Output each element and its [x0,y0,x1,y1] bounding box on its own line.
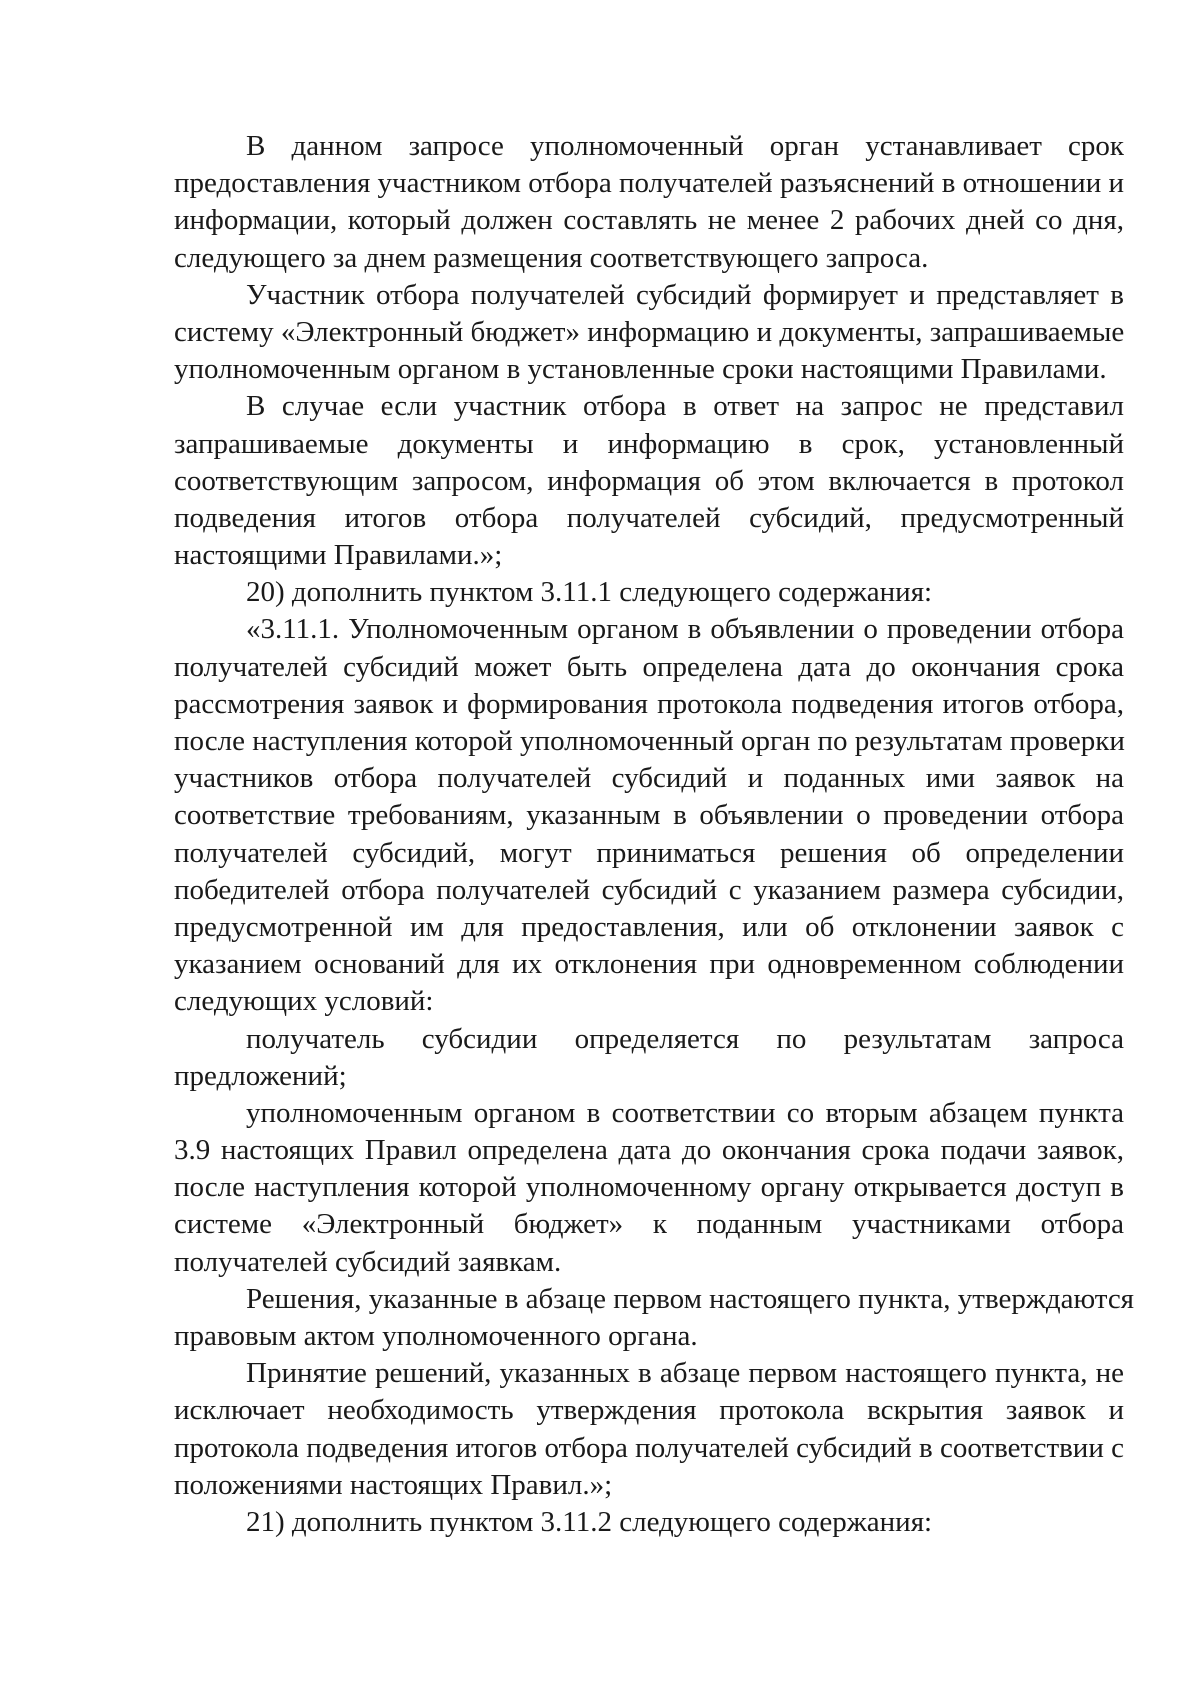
document-line: получатель субсидии определяется по результатам запроса [246,1022,1124,1055]
document-line: рассмотрения заявок и формирования протокола подведения итогов отбора, [174,687,1124,720]
document-line: уполномоченным органом в установленные сроки настоящими Правилами. [174,353,1107,386]
document-line: 21) дополнить пунктом 3.11.2 следующего содержания: [246,1505,933,1538]
document-line: положениями настоящих Правил.»; [174,1468,613,1501]
document-line: участников отбора получателей субсидий и поданных ими заявок на [174,762,1124,795]
document-line: В данном запросе уполномоченный орган устанавливает срок [246,130,1124,162]
document-line: после наступления которой уполномоченный орган по результатам проверки [174,725,1125,757]
document-line: следующего за днем размещения соответствующего запроса. [174,241,929,274]
document-line: получателей субсидий заявкам. [174,1245,562,1278]
document-line: Решения, указанные в абзаце первом настоящего пункта, утверждаются [246,1282,1135,1315]
document-line: запрашиваемые документы и информацию в срок, установленный [174,427,1124,460]
document-line: систему «Электронный бюджет» информацию и документы, запрашиваемые [174,315,1125,348]
document-line: после наступления которой уполномоченному органу открывается доступ в [174,1171,1124,1204]
document-line: предложений; [174,1059,347,1092]
document-line: указанием оснований для их отклонения при одновременном соблюдении [174,948,1124,981]
document-line: уполномоченным органом в соответствии со вторым абзацем пункта [246,1096,1124,1129]
document-line: предоставления участником отбора получателей разъяснений в отношении и [174,167,1124,200]
document-line: системе «Электронный бюджет» к поданным участниками отбора [174,1208,1124,1241]
document-line: получателей субсидий, могут приниматься решения об определении [174,836,1124,869]
document-line: следующих условий: [174,985,434,1018]
document-line: победителей отбора получателей субсидий с указанием размера субсидии, [174,873,1124,906]
document-line: получателей субсидий может быть определена дата до окончания срока [174,650,1124,683]
document-line: информации, который должен составлять не менее 2 рабочих дней со дня, [174,204,1124,237]
document-line: «3.11.1. Уполномоченным органом в объявлении о проведении отбора [246,613,1124,646]
document-line: 20) дополнить пунктом 3.11.1 следующего содержания: [246,576,933,609]
document-line: подведения итогов отбора получателей субсидий, предусмотренный [174,501,1124,534]
document-line: соответствие требованиям, указанным в объявлении о проведении отбора [174,799,1124,832]
document-line: соответствующим запросом, информация об этом включается в протокол [174,464,1124,497]
document-line: 3.9 настоящих Правил определена дата до окончания срока подачи заявок, [174,1134,1124,1167]
document-body [174,128,1135,1541]
document-line: правовым актом уполномоченного органа. [174,1320,698,1352]
document-line: исключает необходимость утверждения протокола вскрытия заявок и [174,1394,1124,1427]
document-line: Принятие решений, указанных в абзаце первом настоящего пункта, не [246,1357,1124,1390]
document-line: Участник отбора получателей субсидий формирует и представляет в [246,278,1124,311]
document-line: В случае если участник отбора в ответ на запрос не представил [246,390,1124,423]
document-line: настоящими Правилами.»; [174,539,503,572]
document-line: предусмотренной им для предоставления, или об отклонении заявок с [174,910,1124,943]
document-line: протокола подведения итогов отбора получателей субсидий в соответствии с [174,1431,1124,1464]
